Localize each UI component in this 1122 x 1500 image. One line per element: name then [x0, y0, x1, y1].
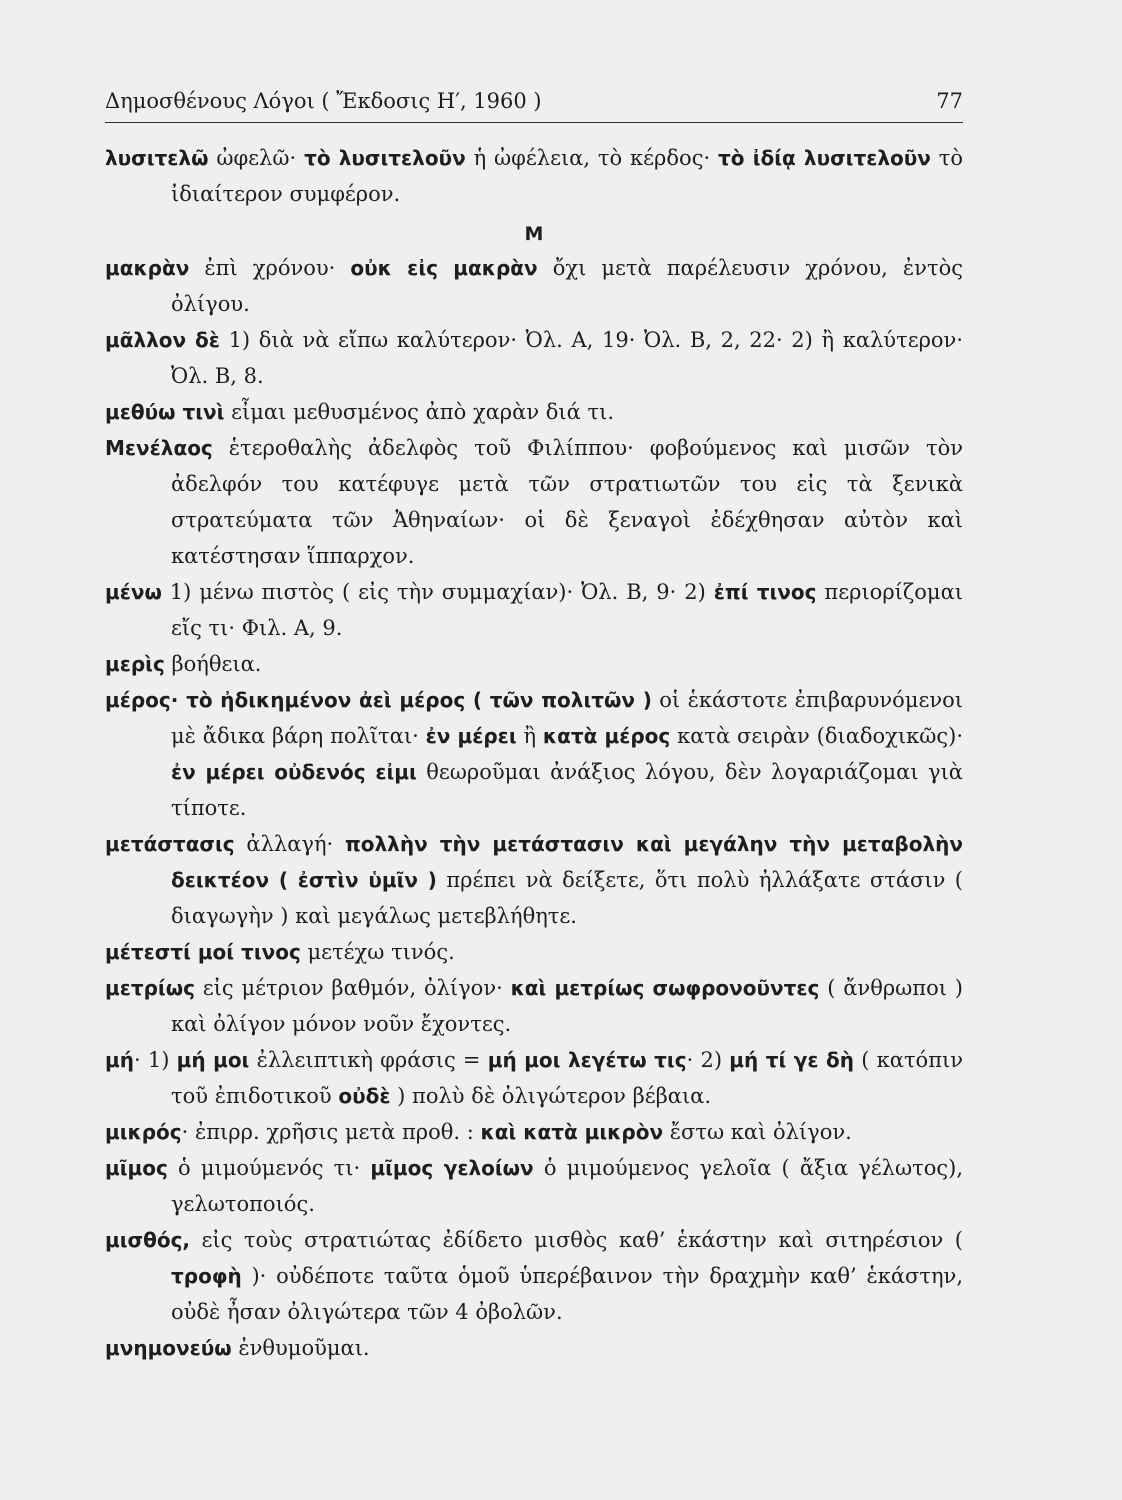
definition-text: ὄχι μετὰ παρέλευσιν χρόνου, ἐντὸς ὀλίγου.	[171, 256, 963, 316]
glossary-entry	[105, 682, 963, 826]
bold-phrase: τὸ λυσιτελοῦν	[304, 146, 466, 170]
definition-text: οἱ ἑκάστοτε ἐπιβαρυνόμενοι μὲ ἄδικα βάρη πολῖται·	[171, 688, 963, 748]
glossary-entry	[105, 574, 963, 646]
section-letter: Μ	[524, 223, 544, 245]
bold-phrase: τὸ ἰδίᾳ λυσιτελοῦν	[718, 146, 931, 170]
headword: μέτεστί μοί τινος	[105, 940, 301, 964]
glossary-entry	[105, 1150, 963, 1222]
bold-phrase: μῖμος γελοίων	[370, 1156, 534, 1180]
glossary-entry	[105, 1330, 963, 1366]
headword: μετάστασις	[105, 832, 235, 856]
bold-phrase: πολλὴν τὴν μετάστασιν καὶ μεγάλην τὴν μεταβολὴν δεικτέον ( ἐστὶν ὑμῖν )	[171, 832, 964, 892]
running-title: Δημοσθένους Λόγοι ( Ἔκδοσις Η′, 1960 )	[105, 89, 542, 113]
glossary-entry	[105, 1042, 963, 1114]
headword: μή	[105, 1048, 134, 1072]
glossary-entry	[105, 250, 963, 322]
headword: μένω	[105, 580, 162, 604]
definition-text: θεωροῦμαι ἀνάξιος λόγου, δὲν λογαριάζομαι γιὰ τίποτε.	[171, 760, 963, 820]
definition-text: 1) διὰ νὰ εἴπω καλύτερον· Ὀλ. Α, 19· Ὀλ. Β, 2, 22· 2) ἢ καλύτερον· Ὀλ. Β, 8.	[171, 328, 963, 388]
bold-phrase: οὐκ εἰς μακρὰν	[350, 256, 538, 280]
bold-phrase: τροφὴ	[171, 1264, 242, 1288]
definition-text: ἢ	[516, 724, 543, 748]
glossary-entry	[105, 430, 963, 574]
headword: μνημονεύω	[105, 1336, 232, 1360]
definition-text: · 1)	[133, 1048, 177, 1072]
glossary-entry	[105, 1222, 963, 1330]
glossary-entries	[105, 140, 963, 1366]
headword: μέρος· τὸ ἠδικημένον ἀεὶ μέρος ( τῶν πολιτῶν )	[105, 688, 652, 712]
headword: μῖμος	[105, 1156, 168, 1180]
glossary-entry	[105, 322, 963, 394]
bold-phrase: μή μοι λεγέτω τις	[487, 1048, 687, 1072]
glossary-entry	[105, 140, 963, 212]
glossary-entry	[105, 826, 963, 934]
headword: Μενέλαος	[105, 436, 213, 460]
definition-text: εἰς τοὺς στρατιώτας ἐδίδετο μισθὸς καθ’ ἑκάστην καὶ σιτηρέσιον (	[190, 1228, 963, 1252]
glossary-entry	[105, 934, 963, 970]
definition-text: μετέχω τινός.	[300, 940, 455, 964]
glossary-entry	[105, 394, 963, 430]
definition-text: βοήθεια.	[164, 652, 262, 676]
definition-text: κατὰ σειρὰν (διαδοχικῶς)·	[670, 724, 964, 748]
headword: λυσιτελῶ	[105, 146, 209, 170]
headword: μικρός	[105, 1120, 182, 1144]
headword: μακρὰν	[105, 256, 190, 280]
glossary-entry	[105, 1114, 963, 1150]
bold-phrase: οὐδὲ	[338, 1084, 391, 1108]
definition-text: ἡ ὠφέλεια, τὸ κέρδος·	[465, 146, 719, 170]
definition-text: τὸ ἰδιαίτερον συμφέρον.	[171, 146, 964, 206]
glossary-entry	[105, 646, 963, 682]
definition-text: ἔστω καὶ ὀλίγον.	[663, 1120, 852, 1144]
definition-text: ) πολὺ δὲ ὀλιγώτερον βέβαια.	[390, 1084, 712, 1108]
definition-text: ἐνθυμοῦμαι.	[231, 1336, 370, 1360]
headword: μισθός,	[105, 1228, 191, 1252]
definition-text: 1) μένω πιστὸς ( εἰς τὴν συμμαχίαν)· Ὀλ. Β, 9· 2)	[161, 580, 714, 604]
definition-text: · 2)	[686, 1048, 730, 1072]
definition-text: ὠφελῶ·	[208, 146, 305, 170]
bold-phrase: ἐν μέρει οὐδενός εἰμι	[171, 760, 417, 784]
definition-text: πρέπει νὰ δείξετε, ὅτι πολὺ ἠλλάξατε στάσιν ( διαγωγὴν ) καὶ μεγάλως μετεβλήθητε.	[171, 868, 963, 928]
headword: μετρίως	[105, 976, 195, 1000]
definition-text: ἀλλαγή·	[234, 832, 345, 856]
definition-text: ἐπὶ χρόνου·	[189, 256, 351, 280]
bold-phrase: ἐπί τινος	[713, 580, 817, 604]
definition-text: ὁ μιμούμενος γελοῖα ( ἄξια γέλωτος), γελωτοποιός.	[171, 1156, 963, 1216]
definition-text: · ἐπιρρ. χρῆσις μετὰ προθ. :	[181, 1120, 481, 1144]
definition-text: ( κατόπιν τοῦ ἐπιδοτικοῦ	[171, 1048, 964, 1108]
definition-text: ἐλλειπτικὴ φράσις =	[249, 1048, 488, 1072]
bold-phrase: καὶ κατὰ μικρὸν	[480, 1120, 664, 1144]
definition-text: εἶμαι μεθυσμένος ἀπὸ χαρὰν διά τι.	[224, 400, 615, 424]
bold-phrase: κατὰ μέρος	[542, 724, 671, 748]
bold-phrase: μή τί γε δὴ	[729, 1048, 855, 1072]
definition-text: περιορίζομαι εἴς τι· Φιλ. Α, 9.	[171, 580, 963, 640]
definition-text: ὁ μιμούμενός τι·	[167, 1156, 371, 1180]
bold-phrase: ἐν μέρει	[425, 724, 517, 748]
glossary-entry	[105, 970, 963, 1042]
definition-text: )· οὐδέποτε ταῦτα ὁμοῦ ὑπερέβαινον τὴν δραχμὴν καθ’ ἑκάστην, οὐδὲ ἦσαν ὀλιγώτερα τῶν 4 ὀβολῶν.	[171, 1264, 963, 1324]
running-header	[105, 86, 963, 123]
bold-phrase: καὶ μετρίως σωφρονοῦντες	[510, 976, 820, 1000]
bold-phrase: μή μοι	[176, 1048, 250, 1072]
headword: μᾶλλον δὲ	[105, 328, 220, 352]
page-number: 77	[936, 89, 963, 113]
definition-text: ἑτεροθαλὴς ἀδελφὸς τοῦ Φιλίππου· φοβούμενος καὶ μισῶν τὸν ἀδελφόν του κατέφυγε μετὰ τῶν στρατιωτῶν του εἰς τὰ ξενικὰ στρατεύματα τῶν Ἀθηναίων· οἱ δὲ ξεναγοὶ ἐδέχθησαν αὐτὸν καὶ κατέστησαν ἵππαρχον.	[171, 436, 963, 568]
headword: μεθύω τινὶ	[105, 400, 225, 424]
definition-text: εἰς μέτριον βαθμόν, ὀλίγον·	[194, 976, 511, 1000]
definition-text: ( ἄνθρωποι ) καὶ ὀλίγον μόνον νοῦν ἔχοντες.	[171, 976, 963, 1036]
headword: μερὶς	[105, 652, 165, 676]
